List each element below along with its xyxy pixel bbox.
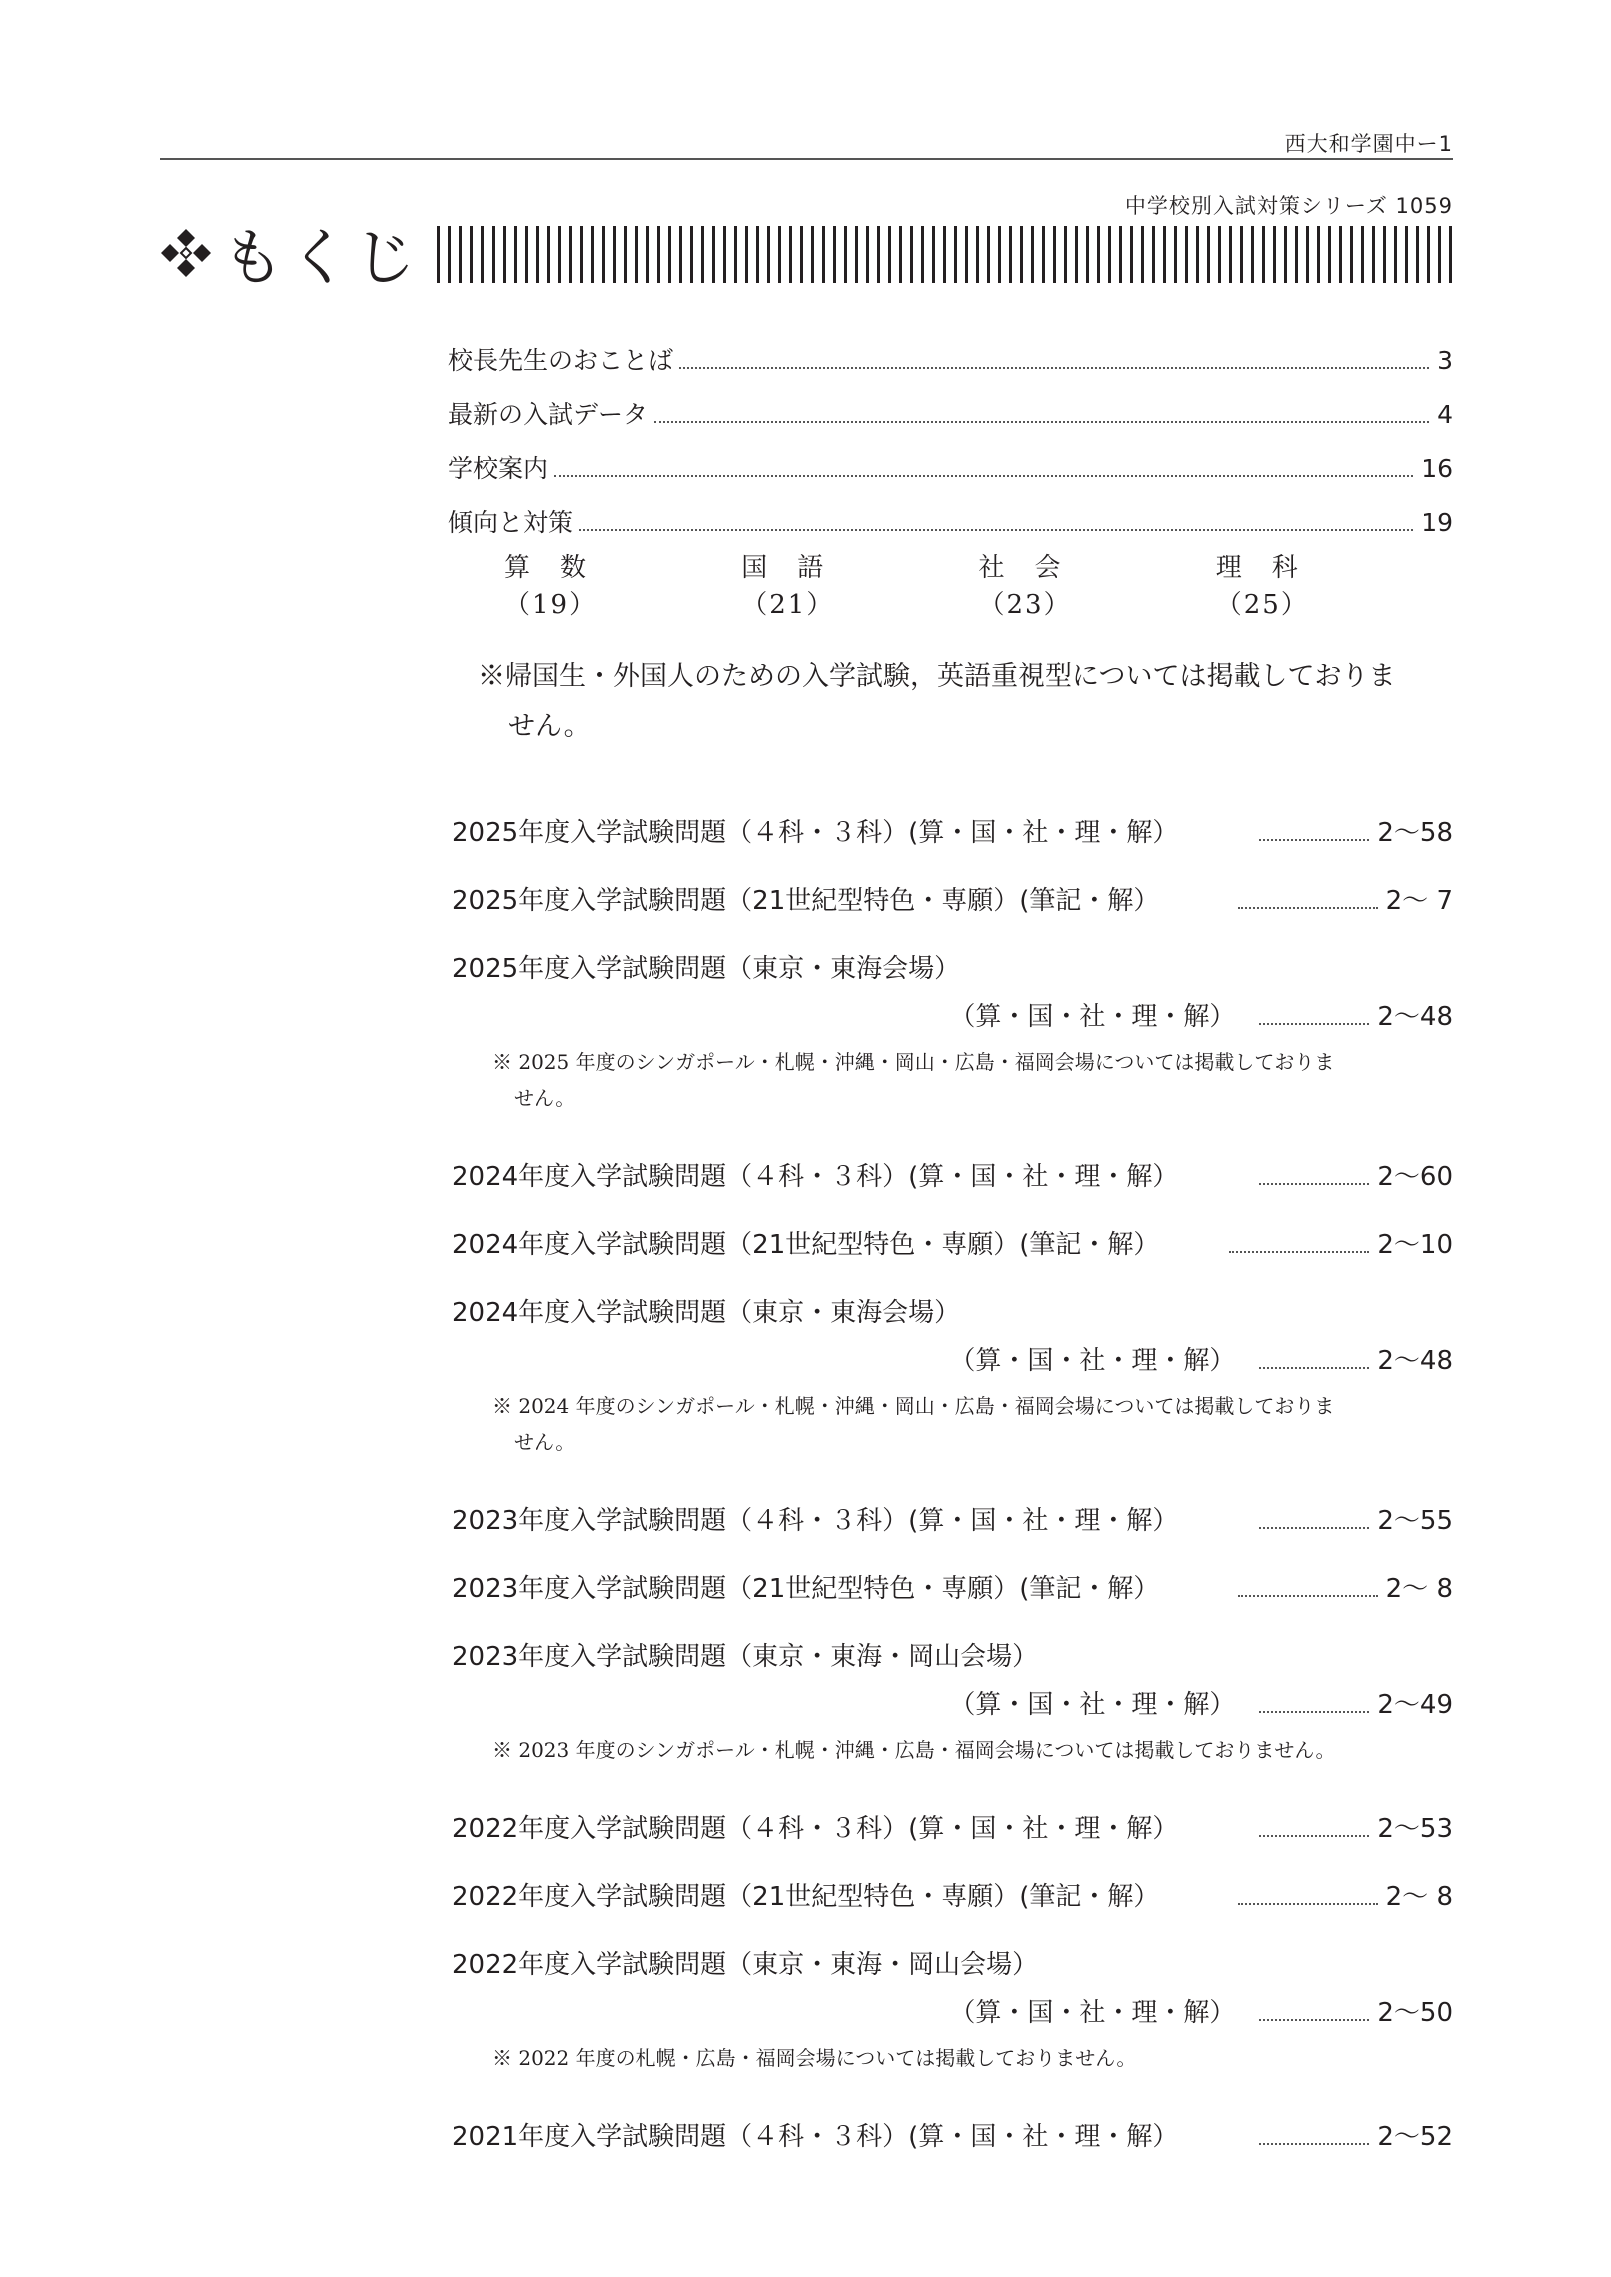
entry-pages: 2〜58 <box>1377 818 1453 848</box>
entry-subjects: (算・国・社・理・解） <box>908 818 1179 848</box>
exam-entry <box>452 1500 1453 1548</box>
entry-note-line: ※ 2025 年度のシンガポール・札幌・沖縄・岡山・広島・福岡会場については掲載しておりま <box>492 1050 1335 1074</box>
entry-title: 2021年度入学試験問題（４科・３科） <box>452 2122 909 2152</box>
title-text: もくじ <box>222 221 421 294</box>
leader-dots <box>1259 1367 1369 1369</box>
toc-item-label: 最新の入試データ <box>448 400 649 429</box>
toc-item-label: 傾向と対策 <box>448 508 574 537</box>
entry-subjects: (筆記・解） <box>1019 1574 1160 1604</box>
leader-dots <box>1259 1835 1369 1837</box>
exam-entry <box>452 1944 1453 2076</box>
page-title <box>160 208 420 297</box>
entry-note <box>452 1044 1453 1116</box>
entry-pages: 2〜 7 <box>1385 886 1453 916</box>
toc-item-page: 16 <box>1421 454 1453 483</box>
toc-item <box>448 449 1453 503</box>
entry-title: 2022年度入学試験問題（４科・３科） <box>452 1814 909 1844</box>
entry-title: 2023年度入学試験問題（４科・３科） <box>452 1506 909 1536</box>
entry-pages: 2〜53 <box>1377 1814 1453 1844</box>
entry-title: 2024年度入学試験問題（21世紀型特色・専願） <box>452 1230 1020 1260</box>
main-note-line: せん。 <box>508 711 591 742</box>
leader-dots <box>554 475 1413 477</box>
entry-subjects: （算・国・社・理・解） <box>949 1998 1236 2028</box>
entry-subjects: (算・国・社・理・解） <box>908 2122 1179 2152</box>
entry-title: 2022年度入学試験問題（21世紀型特色・専願） <box>452 1882 1020 1912</box>
entry-title: 2025年度入学試験問題（４科・３科） <box>452 818 909 848</box>
entry-note <box>452 1388 1453 1460</box>
exam-entry <box>452 1156 1453 1204</box>
toc-item-page: 4 <box>1437 400 1453 429</box>
entry-title: 2025年度入学試験問題（21世紀型特色・専願） <box>452 886 1020 916</box>
leader-dots <box>1259 1711 1369 1713</box>
entry-title: 2025年度入学試験問題（東京・東海会場） <box>452 954 961 984</box>
toc-item-page: 19 <box>1421 508 1453 537</box>
leader-dots <box>1259 1527 1369 1529</box>
leader-dots <box>1229 1251 1369 1253</box>
entry-pages: 2〜50 <box>1377 1998 1453 2028</box>
entry-note-line: ※ 2023 年度のシンガポール・札幌・沖縄・広島・福岡会場については掲載しておりません。 <box>492 1738 1336 1762</box>
entry-subjects: (筆記・解） <box>1019 886 1160 916</box>
entry-title: 2023年度入学試験問題（21世紀型特色・専願） <box>452 1574 1020 1604</box>
leader-dots <box>654 421 1429 423</box>
series-label: 中学校別入試対策シリーズ 1059 <box>1124 194 1453 218</box>
entry-title: 2023年度入学試験問題（東京・東海・岡山会場） <box>452 1642 1039 1672</box>
diamond-cluster-icon <box>160 227 212 279</box>
leader-dots <box>1259 1023 1369 1025</box>
exam-entry <box>452 1224 1453 1272</box>
leader-dots <box>1238 1903 1378 1905</box>
entry-pages: 2〜48 <box>1377 1346 1453 1376</box>
leader-dots <box>579 529 1413 531</box>
subject-item: 算 数（19） <box>504 553 598 620</box>
entry-note <box>452 1732 1453 1768</box>
exam-entry <box>452 1876 1453 1924</box>
entry-pages: 2〜55 <box>1377 1506 1453 1536</box>
exam-entry <box>452 1636 1453 1768</box>
entry-title: 2024年度入学試験問題（４科・３科） <box>452 1162 909 1192</box>
toc-item-page: 3 <box>1437 346 1453 375</box>
entry-note-line: ※ 2022 年度の札幌・広島・福岡会場については掲載しておりません。 <box>492 2046 1137 2070</box>
leader-dots <box>679 367 1429 369</box>
subject-item: 理 科（25） <box>1215 553 1309 620</box>
entry-subjects: （算・国・社・理・解） <box>949 1346 1236 1376</box>
exam-entry <box>452 1568 1453 1616</box>
leader-dots <box>1259 2143 1369 2145</box>
exam-entry <box>452 2116 1453 2164</box>
exam-entry <box>452 1808 1453 1856</box>
entry-pages: 2〜 8 <box>1385 1882 1453 1912</box>
subject-item: 国 語（21） <box>741 553 835 620</box>
entry-subjects: (算・国・社・理・解） <box>908 1162 1179 1192</box>
toc-item <box>448 395 1453 449</box>
exam-entry <box>452 1292 1453 1460</box>
entry-subjects: (筆記・解） <box>1019 1230 1160 1260</box>
entry-pages: 2〜48 <box>1377 1002 1453 1032</box>
subject-list <box>504 553 1453 620</box>
entry-subjects: (算・国・社・理・解） <box>908 1506 1179 1536</box>
entry-note-line: せん。 <box>514 1430 576 1454</box>
entry-note-line: ※ 2024 年度のシンガポール・札幌・沖縄・岡山・広島・福岡会場については掲載しておりま <box>492 1394 1335 1418</box>
header-page-label: 西大和学園中ー1 <box>1284 132 1453 156</box>
entry-pages: 2〜60 <box>1377 1162 1453 1192</box>
entry-pages: 2〜10 <box>1377 1230 1453 1260</box>
exam-entry <box>452 812 1453 860</box>
toc-item-label: 学校案内 <box>448 454 549 483</box>
entry-title: 2024年度入学試験問題（東京・東海会場） <box>452 1298 961 1328</box>
toc-item-label: 校長先生のおことば <box>448 346 674 375</box>
entry-title: 2022年度入学試験問題（東京・東海・岡山会場） <box>452 1950 1039 1980</box>
leader-dots <box>1259 2019 1369 2021</box>
main-note <box>478 652 1453 752</box>
title-bars-decoration <box>437 226 1453 283</box>
entry-subjects: （算・国・社・理・解） <box>949 1002 1236 1032</box>
main-note-line: ※帰国生・外国人のための入学試験，英語重視型については掲載しておりま <box>478 661 1396 692</box>
entry-pages: 2〜49 <box>1377 1690 1453 1720</box>
entry-note <box>452 2040 1453 2076</box>
entry-pages: 2〜 8 <box>1385 1574 1453 1604</box>
exam-entry <box>452 880 1453 928</box>
toc-item <box>448 341 1453 395</box>
leader-dots <box>1238 907 1378 909</box>
leader-dots <box>1259 1183 1369 1185</box>
exam-entry <box>452 948 1453 1116</box>
entry-subjects: (筆記・解） <box>1019 1882 1160 1912</box>
leader-dots <box>1259 839 1369 841</box>
toc-list <box>448 341 1453 620</box>
entry-note-line: せん。 <box>514 1086 576 1110</box>
leader-dots <box>1238 1595 1378 1597</box>
exam-entries <box>452 812 1453 2184</box>
entry-subjects: (算・国・社・理・解） <box>908 1814 1179 1844</box>
entry-subjects: （算・国・社・理・解） <box>949 1690 1236 1720</box>
subject-item: 社 会（23） <box>978 553 1072 620</box>
header-rule <box>160 158 1453 160</box>
entry-pages: 2〜52 <box>1377 2122 1453 2152</box>
